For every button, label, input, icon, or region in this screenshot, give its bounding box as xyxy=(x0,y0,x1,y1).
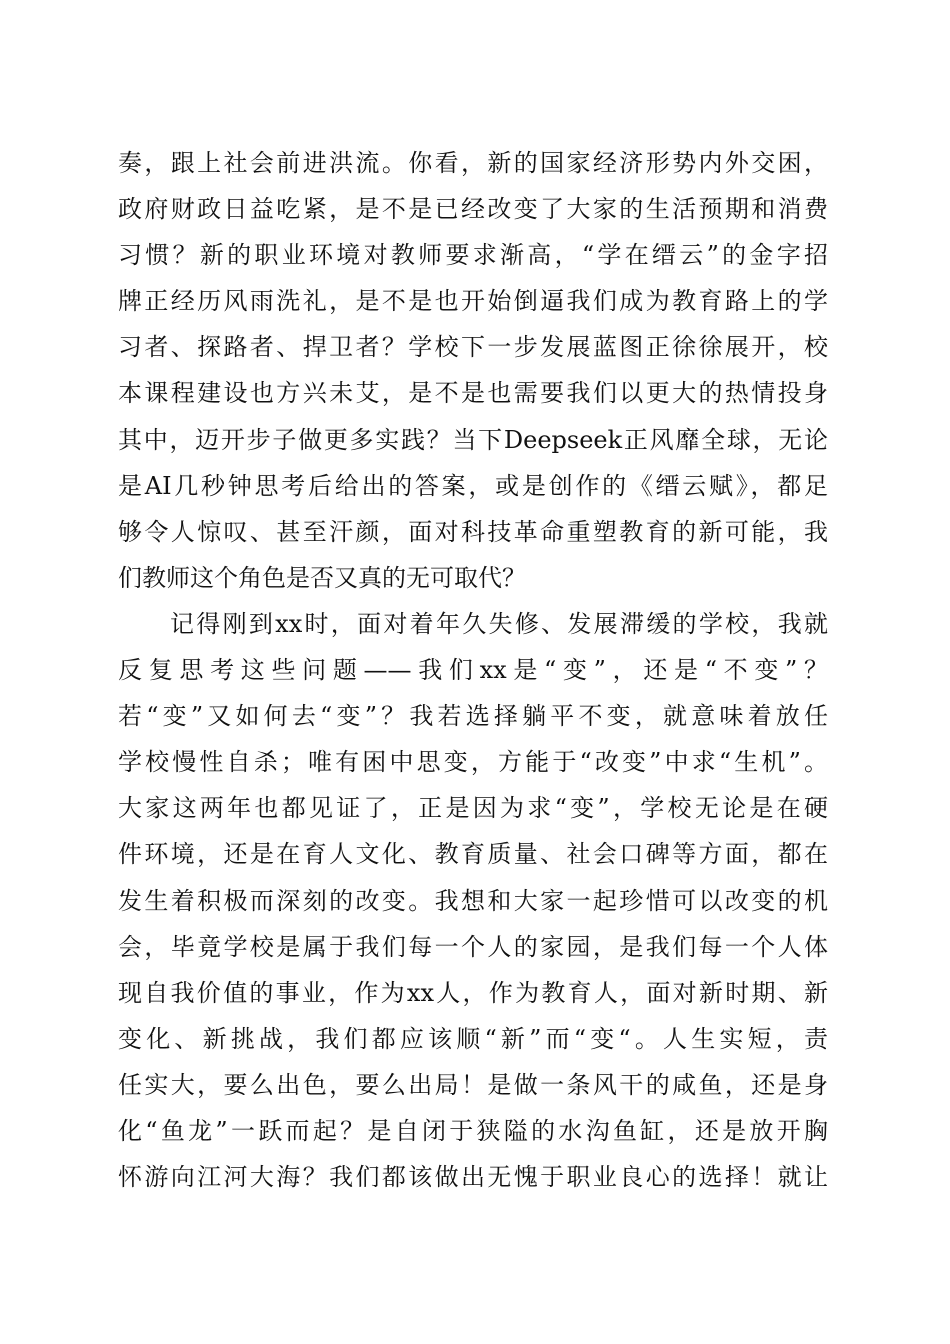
text-line: 牌正经历风雨洗礼，是不是也开始倒逼我们成为教育路上的学 xyxy=(118,287,828,316)
text-line: 奏，跟上社会前进洪流。你看，新的国家经济形势内外交困， xyxy=(118,149,828,177)
text-line: 学校慢性自杀；唯有困中思变，方能于“改变”中求“生机”。 xyxy=(118,748,828,777)
text-line: 其中，迈开步子做更多实践？当下Deepseek正风靡全球，无论 xyxy=(118,425,828,454)
body-text xyxy=(118,140,828,1200)
paragraph-2 xyxy=(118,601,828,1200)
text-line: 反复思考这些问题——我们xx是“变”，还是“不变”？ xyxy=(118,656,828,685)
text-line: 是AI几秒钟思考后给出的答案，或是创作的《缙云赋》，都足 xyxy=(118,471,828,500)
text-line: 任实大，要么出色，要么出局！是做一条风干的咸鱼，还是身 xyxy=(118,1070,828,1099)
text-line: 习惯？新的职业环境对教师要求渐高，“学在缙云”的金字招 xyxy=(118,241,828,270)
text-line: 政府财政日益吃紧，是不是已经改变了大家的生活预期和消费 xyxy=(118,195,828,224)
text-line: 们教师这个角色是否又真的无可取代？ xyxy=(118,563,526,592)
paragraph-1 xyxy=(118,140,828,601)
text-line: 记得刚到xx时，面对着年久失修、发展滞缓的学校，我就 xyxy=(170,609,828,638)
text-line: 发生着积极而深刻的改变。我想和大家一起珍惜可以改变的机 xyxy=(118,886,828,915)
text-line: 大家这两年也都见证了，正是因为求“变”，学校无论是在硬 xyxy=(118,794,828,823)
text-line: 会，毕竟学校是属于我们每一个人的家园，是我们每一个人体 xyxy=(118,932,828,961)
text-line: 怀游向江河大海？我们都该做出无愧于职业良心的选择！就让 xyxy=(118,1163,828,1192)
text-line: 够令人惊叹、甚至汗颜，面对科技革命重塑教育的新可能，我 xyxy=(118,517,828,546)
text-line: 若“变”又如何去“变”？我若选择躺平不变，就意味着放任 xyxy=(118,702,828,731)
text-line: 现自我价值的事业，作为xx人，作为教育人，面对新时期、新 xyxy=(118,978,828,1007)
text-line: 本课程建设也方兴未艾，是不是也需要我们以更大的热情投身 xyxy=(118,379,828,408)
text-line: 化“鱼龙”一跃而起？是自闭于狭隘的水沟鱼缸，还是放开胸 xyxy=(118,1116,828,1145)
text-line: 变化、新挑战，我们都应该顺“新”而“变“。人生实短，责 xyxy=(118,1024,828,1053)
text-line: 件环境，还是在育人文化、教育质量、社会口碑等方面，都在 xyxy=(118,840,828,869)
text-line: 习者、探路者、捍卫者？学校下一步发展蓝图正徐徐展开，校 xyxy=(118,333,828,362)
